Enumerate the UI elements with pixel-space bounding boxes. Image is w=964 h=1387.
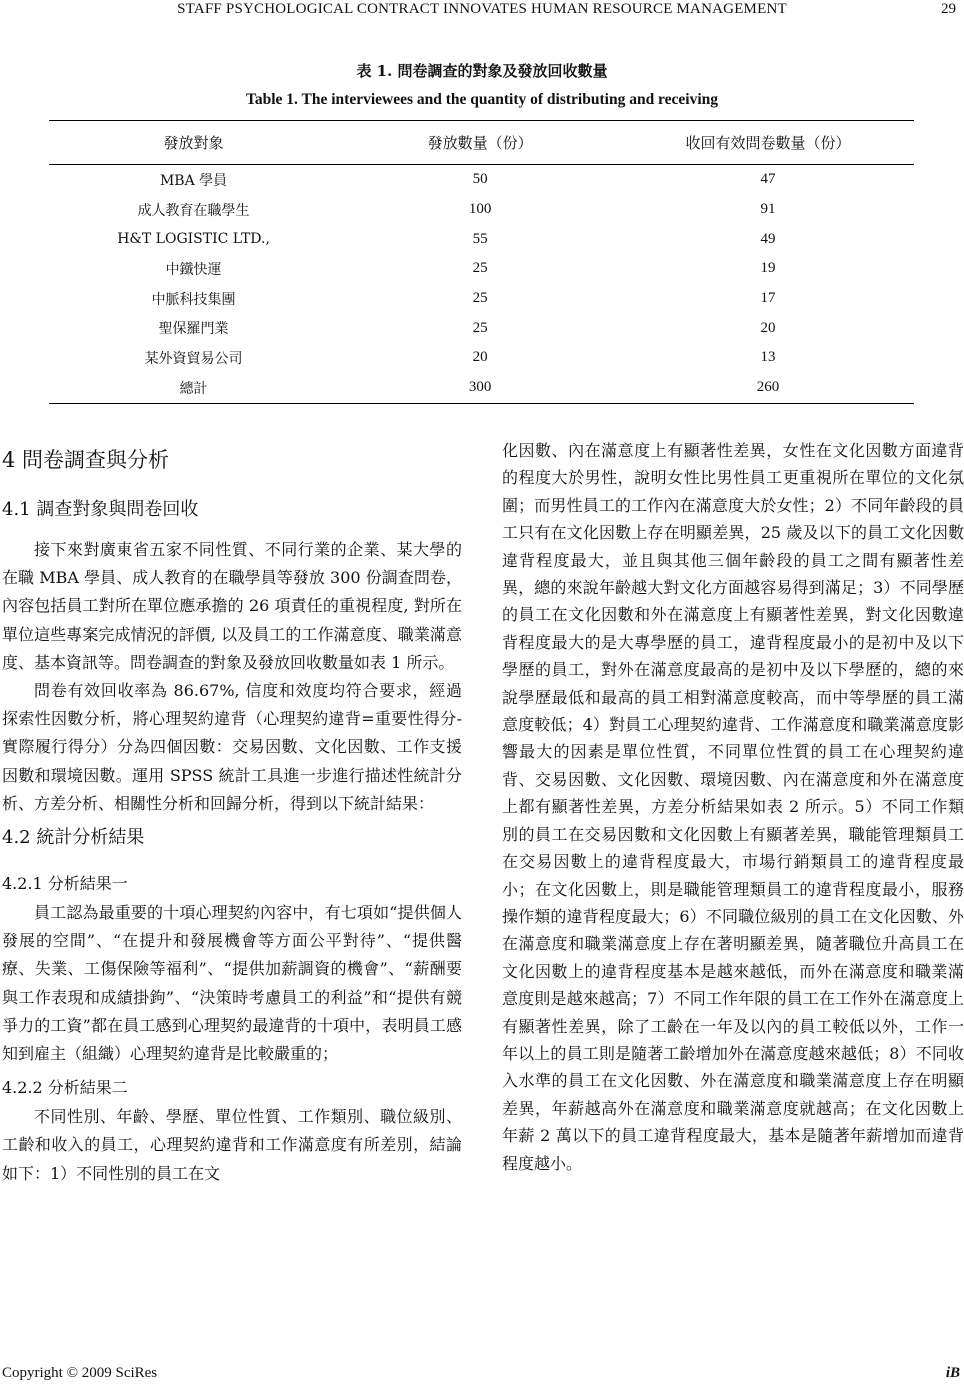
distribution-table	[49, 120, 914, 404]
table-cell: 19	[760, 260, 776, 277]
table-cell: 55	[472, 230, 488, 247]
table-cell: 聖保羅門業	[158, 321, 229, 338]
body-paragraph: 接下來對廣東省五家不同性質、不同行業的企業、某大學的在職 MBA 學員、成人教育的在職學員等發放 300 份調查問卷，內容包括員工對所在單位應承擔的 26 項責任的重視程度, 對所在單位這些專案完成情況的評價, 以及員工的工作滿意度、職業滿意度、基本資訊等。問卷調查的對象及發放回收數量如表 1 所示。	[2, 540, 462, 672]
table-cell: 中鐵快運	[165, 261, 222, 278]
table-cell: 91	[760, 201, 776, 218]
table-cell: 25	[472, 290, 488, 307]
table-cell: 20	[760, 319, 776, 336]
right-column	[500, 437, 964, 1177]
table-cell: 260	[622, 373, 914, 403]
table-total-row	[49, 373, 914, 403]
body-paragraph: 化因數、內在滿意度上有顯著性差異，女性在文化因數方面違背的程度大於男性，說明女性比男性員工更重視所在單位的文化氛圍；而男性員工的工作內在滿意度大於女性；2）不同年齡段的員工只有在文化因數上存在明顯差異，25 歲及以下的員工文化因數違背程度最大，並且與其他三個年齡段的員工之間有顯著性差異，總的來說年齡越大對文化方面越容易得到滿足；3）不同學歷的員工在文化因數和外在滿意度上有顯著性差異，對文化因數違背程度最大的是大專學歷的員工，違背程度最小的是初中及以下學歷的員工，對外在滿意度最高的是初中及以下學歷的，總的來說學歷最低和最高的員工相對滿意度較高，而中等學歷的員工滿意度較低；4）對員工心理契約違背、工作滿意度和職業滿意度影響最大的因素是單位性質，不同單位性質的員工在心理契約違背、交易因數、文化因數、環境因數、內在滿意度和外在滿意度上都有顯著性差異，方差分析結果如表 2 所示。5）不同工作類別的員工在交易因數和文化因數上有顯著差異，職能管理類員工在交易因數上的違背程度最大，市場行銷類員工的違背程度最小；在文化因數上，則是職能管理類員工的違背程度最小，服務操作類的違背程度最大；6）不同職位級別的員工在文化因數、外在滿意度和職業滿意度上存在著明顯差異，隨著職位升高員工在文化因數上的違背程度基本是越來越低，而外在滿意度和職業滿意度則是越來越高；7）不同工作年限的員工在工作外在滿意度上有顯著性差異，除了工齡在一年及以內的員工較低以外，工作一年以上的員工則是隨著工齡增加外在滿意度越來越低；8）不同收入水準的員工在文化因數、外在滿意度和職業滿意度上存在明顯差異，年薪越高外在滿意度和職業滿意度就越高；在文化因數上年薪 2 萬以下的員工違背程度最大，基本是隨著年薪增加而違背程度越小。	[502, 441, 964, 1173]
table-caption-english: Table 1. The interviewees and the quantity of distributing and receiving	[245, 91, 719, 108]
page-number: 29	[941, 1, 956, 17]
table-cell: 13	[760, 349, 776, 366]
body-paragraph: 問卷有效回收率為 86.67%, 信度和效度均符合要求，經過探索性因數分析，將心理契約違背（心理契約違背=重要性得分-實際履行得分）分為四個因數：交易因數、文化因數、工作支援因數和環境因數。運用 SPSS 統計工具進一步進行描述性統計分析、方差分析、相關性分析和回歸分析，得到以下統計結果：	[2, 681, 462, 813]
table-cell: 50	[472, 171, 488, 188]
column-header: 收回有效問卷數量（份）	[622, 121, 914, 165]
table-cell: MBA 學員	[159, 172, 228, 189]
table-cell: 17	[760, 290, 776, 307]
journal-abbreviation: iB	[945, 1365, 960, 1381]
table-row	[49, 165, 914, 195]
table-cell: 47	[760, 171, 776, 188]
table-caption-chinese: 表 1. 問卷調查的對象及發放回收數量	[356, 62, 608, 80]
subsubsection-heading: 4.2.1 分析結果一	[2, 874, 128, 894]
table-cell: 20	[472, 349, 488, 366]
running-title: STAFF PSYCHOLOGICAL CONTRACT INNOVATES HUMAN RESOURCE MANAGEMENT	[177, 1, 787, 17]
subsection-heading: 4.2 統計分析結果	[2, 827, 145, 849]
table-cell: 某外資貿易公司	[144, 350, 243, 367]
column-header: 發放數量（份）	[338, 121, 622, 165]
column-header: 發放對象	[49, 121, 338, 165]
table-cell: 49	[760, 230, 776, 247]
table-cell: 總計	[49, 373, 338, 403]
copyright-notice: Copyright © 2009 SciRes	[2, 1365, 158, 1381]
table-row	[49, 284, 914, 314]
running-header	[0, 0, 964, 20]
body-paragraph: 不同性別、年齡、學歷、單位性質、工作類別、職位級別、工齡和收入的員工，心理契約違背和工作滿意度有所差別，結論如下：1）不同性別的員工在文	[2, 1107, 462, 1183]
table-cell: H&T LOGISTIC LTD.,	[117, 231, 270, 248]
subsection-heading: 4.1 調查對象與問卷回收	[2, 499, 199, 520]
body-paragraph: 員工認為最重要的十項心理契約內容中，有七項如“提供個人發展的空間”、“在提升和發展機會等方面公平對待”、“提供醫療、失業、工傷保險等福利”、“提供加薪調資的機會”、“薪酬要與工作表現和成績掛鉤”、“決策時考慮員工的利益”和“提供有競爭力的工資”都在員工感到心理契約最違背的十項中，表明員工感知到雇主（組織）心理契約違背是比較嚴重的；	[2, 903, 462, 1064]
section-heading: 4 問卷調查與分析	[2, 448, 170, 472]
table-row	[49, 224, 914, 254]
table-cell: 中脈科技集團	[151, 291, 236, 308]
table-row	[49, 343, 914, 373]
table-row	[49, 313, 914, 343]
table-header-row	[49, 121, 914, 165]
table-cell: 300	[338, 373, 622, 403]
table-cell: 25	[472, 260, 488, 277]
subsubsection-heading: 4.2.2 分析結果二	[2, 1078, 128, 1098]
table-cell: 25	[472, 319, 488, 336]
table-cell: 成人教育在職學生	[137, 202, 250, 219]
page-footer	[0, 1365, 964, 1387]
table-row	[49, 254, 914, 284]
table-cell: 100	[468, 201, 492, 218]
left-column	[0, 440, 466, 1188]
table-row	[49, 195, 914, 225]
